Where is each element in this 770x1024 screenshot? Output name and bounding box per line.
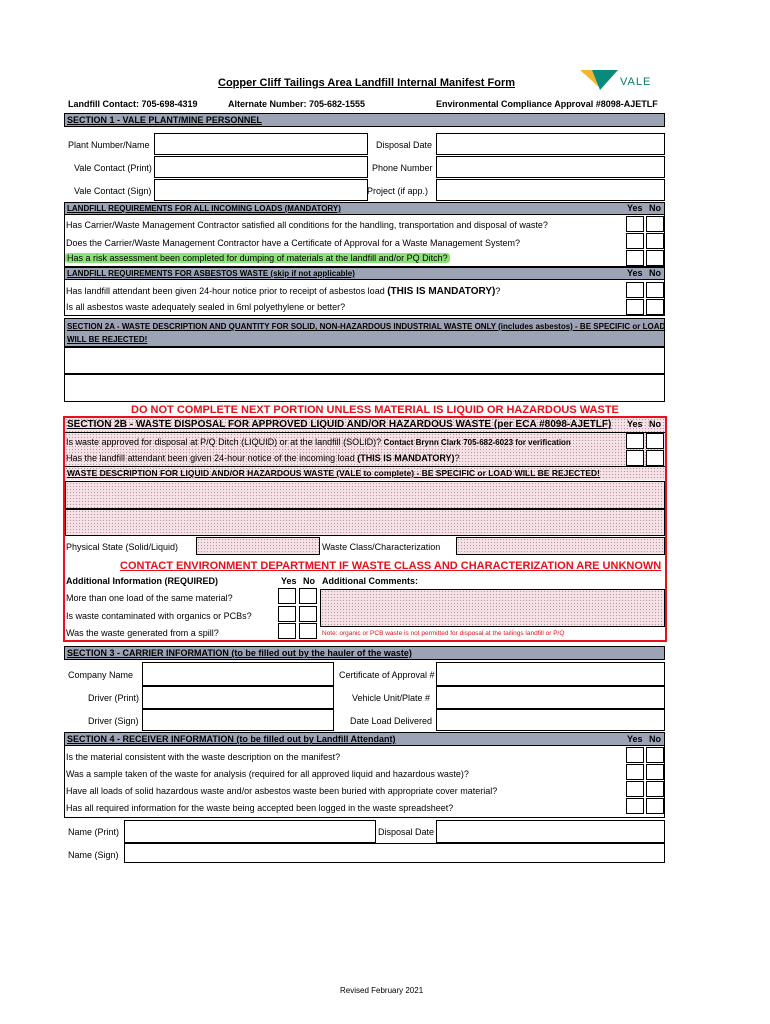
section4-q4-yes[interactable] [626,798,644,814]
section2b-q1 [66,437,571,447]
date-load-field[interactable] [436,709,665,731]
plant-field[interactable] [154,133,368,155]
section2b-desc-title: WASTE DESCRIPTION FOR LIQUID AND/OR HAZARDOUS WASTE (VALE to complete) - BE SPECIFIC or LOAD WILL BE REJECTED! [67,468,600,478]
section2b-no-header: No [649,419,661,429]
asbestos-title: LANDFILL REQUIREMENTS FOR ASBESTOS WASTE (skip if not applicable) [67,269,355,278]
section4-q1: Is the material consistent with the waste description on the manifest? [66,752,341,762]
company-field[interactable] [142,662,334,686]
cert-field[interactable] [436,662,665,686]
additional-q2-yes[interactable] [278,606,296,622]
section2b-q1-text: Is waste approved for disposal at P/Q Ditch (LIQUID) or at the landfill (SOLID)? [66,437,384,447]
additional-comments-field[interactable] [320,589,665,627]
additional-no-header: No [303,576,315,586]
driver-print-field[interactable] [142,686,334,709]
asbestos-q1 [66,286,500,297]
asbestos-q1-no[interactable] [646,282,664,298]
physical-state-label: Physical State (Solid/Liquid) [66,542,179,552]
section1-title: SECTION 1 - VALE PLANT/MINE PERSONNEL [67,115,262,125]
contact-env-warning: CONTACT ENVIRONMENT DEPARTMENT IF WASTE CLASS AND CHARACTERIZATION ARE UNKNOWN [120,560,662,572]
physical-state-field[interactable] [196,537,320,555]
name-sign-field[interactable] [124,843,665,863]
section2b-q1-no[interactable] [646,433,664,449]
req-q3: Has a risk assessment been completed for dumping of materials at the landfill and/or PQ Ditch? [67,253,448,263]
project-label: Project (if app.) [367,186,429,196]
additional-q3: Was the waste generated from a spill? [66,628,219,638]
requirements-title: LANDFILL REQUIREMENTS FOR ALL INCOMING LOADS (MANDATORY) [67,204,341,213]
section2b-desc-header [65,466,665,480]
disposal-date-label: Disposal Date [376,140,433,150]
date-load-label: Date Load Delivered [350,716,433,726]
section4-q3-no[interactable] [646,781,664,797]
section4-q4-no[interactable] [646,798,664,814]
section2b-desc-field-1[interactable] [65,481,665,509]
vale-contact-print-field[interactable] [154,156,368,178]
driver-sign-label: Driver (Sign) [88,716,139,726]
additional-comments-label: Additional Comments: [322,576,418,586]
vale-contact-sign-label: Vale Contact (Sign) [74,186,152,196]
req-q1-yes[interactable] [626,216,644,232]
section4-q2-yes[interactable] [626,764,644,780]
phone-field[interactable] [436,156,665,178]
section4-q4: Has all required information for the waste being accepted been logged in the waste spreadsheet? [66,803,454,813]
asbestos-q1-yes[interactable] [626,282,644,298]
asbestos-header [64,267,665,280]
section2b-q1-contact: Contact Brynn Clark 705-682-6023 for verification [383,438,571,447]
additional-q2: Is waste contaminated with organics or PCBs? [66,611,252,621]
req-q3-yes[interactable] [626,250,644,266]
plant-label: Plant Number/Name [68,140,150,150]
section2b-q2-end: ? [454,453,460,463]
name-print-field[interactable] [124,820,376,843]
section2b-title: SECTION 2B - WASTE DISPOSAL FOR APPROVED LIQUID AND/OR HAZARDOUS WASTE (per ECA #8098-AJETLF) [67,419,612,430]
name-sign-label: Name (Sign) [68,850,119,860]
revision-footer: Revised February 2021 [340,986,424,995]
section4-header [64,732,665,746]
cert-label: Certificate of Approval # [339,670,435,680]
asbestos-yes-header: Yes [627,268,643,278]
additional-q1-yes[interactable] [278,588,296,604]
yes-header: Yes [627,203,643,213]
section2b-q2 [66,453,460,463]
warning-text: DO NOT COMPLETE NEXT PORTION UNLESS MATERIAL IS LIQUID OR HAZARDOUS WASTE [131,404,619,416]
driver-sign-field[interactable] [142,709,334,731]
section4-yes-header: Yes [627,734,643,744]
project-field[interactable] [436,179,665,201]
additional-q1-no[interactable] [299,588,317,604]
alternate-number: Alternate Number: 705-682-1555 [228,99,366,109]
section3-title: SECTION 3 - CARRIER INFORMATION (to be filled out by the hauler of the waste) [67,648,412,658]
additional-q2-no[interactable] [299,606,317,622]
section1-header [64,113,665,127]
logo-text: VALE [620,76,652,88]
asbestos-no-header: No [649,268,661,278]
section4-q3: Have all loads of solid hazardous waste and/or asbestos waste been buried with appropriate cover material? [66,786,498,796]
organic-note: Note: organic or PCB waste is not permitted for disposal at the tailings landfill or P/Q [322,630,565,637]
driver-print-label: Driver (Print) [88,693,139,703]
receiver-disposal-date-label: Disposal Date [378,827,435,837]
section2a-title-2: WILL BE REJECTED! [67,335,148,344]
waste-class-field[interactable] [456,537,665,555]
req-q1-no[interactable] [646,216,664,232]
vehicle-label: Vehicle Unit/Plate # [352,693,431,703]
name-print-label: Name (Print) [68,827,120,837]
company-label: Company Name [68,670,134,680]
additional-q3-yes[interactable] [278,623,296,639]
section4-q3-yes[interactable] [626,781,644,797]
section4-q2-no[interactable] [646,764,664,780]
phone-label: Phone Number [372,163,433,173]
landfill-contact: Landfill Contact: 705-698-4319 [68,99,198,109]
req-q1: Has Carrier/Waste Management Contractor satisfied all conditions for the handling, transportation and disposal of waste? [66,220,548,230]
asbestos-q1-mandatory: (THIS IS MANDATORY) [387,286,496,297]
asbestos-q1-text: Has landfill attendant been given 24-hour notice prior to receipt of asbestos load [66,286,388,296]
section3-header [64,646,665,660]
additional-info-label: Additional Information (REQUIRED) [66,576,218,586]
section2b-header [65,418,665,432]
vale-contact-sign-field[interactable] [154,179,368,201]
form-title: Copper Cliff Tailings Area Landfill Internal Manifest Form [218,77,516,89]
section4-title: SECTION 4 - RECEIVER INFORMATION (to be filled out by Landfill Attendant) [67,734,396,744]
disposal-date-field[interactable] [436,133,665,155]
section2a-description-2[interactable] [64,374,665,402]
eca-number: Environmental Compliance Approval #8098-AJETLF [436,99,658,109]
asbestos-q2-no[interactable] [646,299,664,315]
section4-q1-no[interactable] [646,747,664,763]
section2b-desc-field-2[interactable] [65,509,665,536]
section2b-yes-header: Yes [627,419,643,429]
section2b-q1-yes[interactable] [626,433,644,449]
section2b-q2-yes[interactable] [626,450,644,466]
vehicle-field[interactable] [436,686,665,709]
section4-q2: Was a sample taken of the waste for analysis (required for all approved liquid and hazardous waste)? [66,769,469,779]
req-q2: Does the Carrier/Waste Management Contractor have a Certificate of Approval for a Waste Management System? [66,238,521,248]
no-header: No [649,203,661,213]
waste-class-label: Waste Class/Characterization [322,542,441,552]
asbestos-q2: Is all asbestos waste adequately sealed in 6ml polyethylene or better? [66,302,346,312]
section2b-q2-no[interactable] [646,450,664,466]
section2b-q2-text: Has the landfill attendant been given 24-hour notice of the incoming load [66,453,358,463]
req-q3-no[interactable] [646,250,664,266]
additional-q3-no[interactable] [299,623,317,639]
req-q2-yes[interactable] [626,233,644,249]
asbestos-q2-yes[interactable] [626,299,644,315]
additional-yes-header: Yes [281,576,297,586]
section2b-q2-mandatory: (THIS IS MANDATORY) [357,453,455,463]
requirements-header [64,202,665,215]
asbestos-q1-end: ? [495,286,501,296]
section2a-title: SECTION 2A - WASTE DESCRIPTION AND QUANTITY FOR SOLID, NON-HAZARDOUS INDUSTRIAL WASTE ONLY (includes asbestos) - BE SPECIFIC or LOAD [67,322,666,331]
section2a-description-1[interactable] [64,347,665,374]
receiver-disposal-date-field[interactable] [436,820,665,843]
section4-q1-yes[interactable] [626,747,644,763]
req-q2-no[interactable] [646,233,664,249]
vale-contact-print-label: Vale Contact (Print) [74,163,152,173]
vale-logo [578,66,668,96]
section4-no-header: No [649,734,661,744]
additional-q1: More than one load of the same material? [66,593,233,603]
section2a-header [64,318,665,347]
